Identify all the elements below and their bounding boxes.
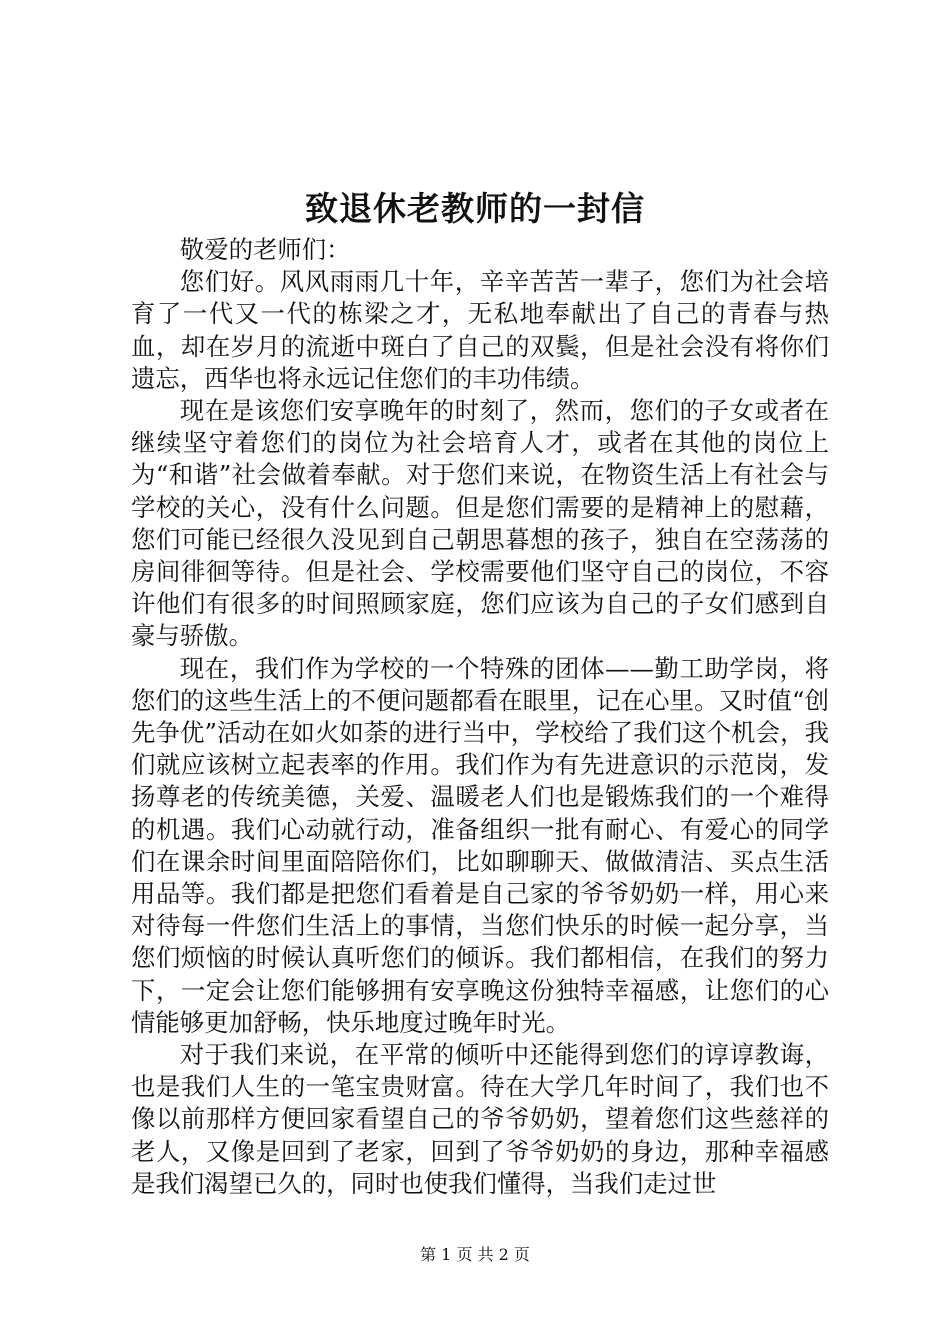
paragraph-1: 您们好。风风雨雨几十年，辛辛苦苦一辈子，您们为社会培育了一代又一代的栋梁之才，无私地奉献出了自己的青春与热血，却在岁月的流逝中斑白了自己的双鬓，但是社会没有将你们遗忘，西华也将永远记住您们的丰功伟绩。 (131, 267, 829, 393)
paragraph-4: 对于我们来说，在平常的倾听中还能得到您们的谆谆教诲，也是我们人生的一笔宝贵财富。待在大学几年时间了，我们也不像以前那样方便回家看望自己的爷爷奶奶，望着您们这些慈祥的老人，又像是回到了老家，回到了爷爷奶奶的身边，那种幸福感是我们渴望已久的，同时也使我们懂得，当我们走过世 (131, 1040, 829, 1198)
paragraph-2: 现在是该您们安享晚年的时刻了，然而，您们的子女或者在继续坚守着您们的岗位为社会培育人才，或者在其他的岗位上为“和谐”社会做着奉献。对于您们来说，在物资生活上有社会与学校的关心，没有什么问题。但是您们需要的是精神上的慰藉，您们可能已经很久没见到自己朝思暮想的孩子，独自在空荡荡的房间徘徊等待。但是社会、学校需要他们坚守自己的岗位，不容许他们有很多的时间照顾家庭，您们应该为自己的子女们感到自豪与骄傲。 (131, 396, 829, 651)
page-title: 致退休老教师的一封信 (305, 189, 645, 228)
paragraph-3: 现在，我们作为学校的一个特殊的团体——勤工助学岗，将您们的这些生活上的不便问题都看在眼里，记在心里。又时值“创先争优”活动在如火如荼的进行当中，学校给了我们这个机会，我们就应该树立起表率的作用。我们作为有先进意识的示范岗，发扬尊老的传统美德，关爱、温暖老人们也是锻炼我们的一个难得的机遇。我们心动就行动，准备组织一批有耐心、有爱心的同学们在课余时间里面陪陪你们，比如聊聊天、做做清洁、买点生活用品等。我们都是把您们看着是自己家的爷爷奶奶一样，用心来对待每一件您们生活上的事情，当您们快乐的时候一起分享，当您们烦恼的时候认真听您们的倾诉。我们都相信，在我们的努力下，一定会让您们能够拥有安享晚这份独特幸福感，让您们的心情能够更加舒畅，快乐地度过晚年时光。 (131, 653, 829, 1037)
salutation: 敬爱的老师们： (179, 235, 351, 264)
letter-body (131, 234, 829, 1200)
page-number-footer: 第 1 页 共 2 页 (420, 1245, 530, 1264)
